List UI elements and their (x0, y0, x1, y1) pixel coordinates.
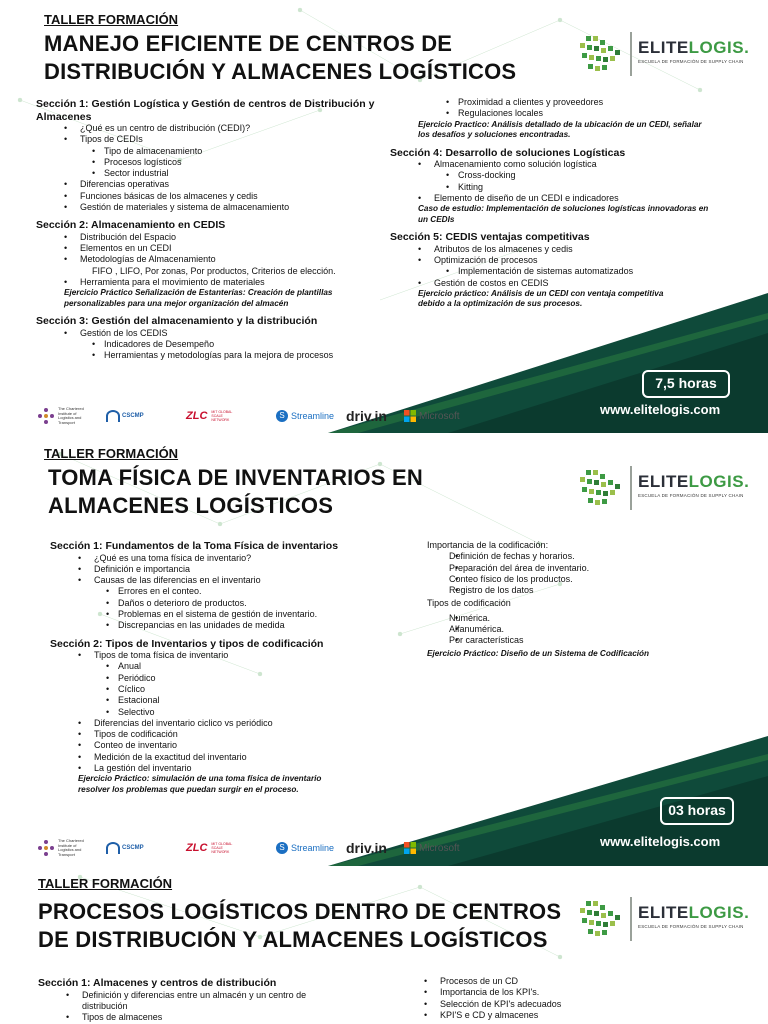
list-item: • Diferencias operativas (36, 179, 376, 190)
list-item: • Elemento de diseño de un CEDI e indicadores (390, 193, 710, 204)
section-title: Sección 1: Fundamentos de la Toma Física de inventarios (50, 540, 339, 552)
list-item: • Cíclico (50, 684, 390, 695)
microsoft-logo: Microsoft (404, 403, 474, 429)
exercise-note: Caso de estudio: Implementación de soluciones logísticas innovadoras en un CEDIs (418, 204, 709, 224)
page-title (38, 898, 561, 954)
list-item: • Daños o deterioro de productos. (50, 598, 390, 609)
list-item: • Tipos de codificación (50, 729, 390, 740)
brand-name: ELITELOGIS. (638, 472, 750, 491)
list-item: • Metodologías de Almacenamiento (36, 254, 376, 265)
section-title: Sección 1: Gestión Logística y Gestión de centros de Distribución y Almacenes (36, 98, 375, 123)
course-flyer-cedis (0, 0, 768, 433)
list-text: FIFO , LIFO, Por zonas, Por productos, Criterios de elección. (92, 265, 336, 276)
logo-divider (630, 32, 632, 76)
cscmp-icon (106, 842, 120, 854)
list-item: • Numérica. (427, 613, 727, 624)
brand-name: ELITELOGIS. (638, 38, 750, 57)
section-list (427, 613, 727, 647)
exercise-note: Ejercicio Práctico Señalización de Estanterías: Creación de plantillas personalizables para una mejor organización del almacén (64, 288, 333, 308)
list-item: • Por características (427, 635, 727, 646)
brand-tagline: ESCUELA DE FORMACIÓN DE SUPPLY CHAIN (638, 59, 744, 64)
section-list (390, 159, 710, 204)
list-item: • Distribución del Espacio (36, 232, 376, 243)
list-item: • Regulaciones locales (390, 108, 710, 119)
exercise-note: Ejercicio práctico: Análisis de un CEDI con ventaja competitiva debido a la optimización de sus procesos. (418, 288, 664, 309)
section-title: Sección 3: Gestión del almacenamiento y la distribución (36, 315, 318, 328)
list-item: • Gestión de los CEDIS (36, 328, 376, 339)
elitelogis-logo (578, 464, 750, 514)
right-column (427, 540, 727, 659)
title-line-2: DE DISTRIBUCIÓN Y ALMACENES LOGÍSTICOS (38, 927, 548, 952)
list-item: • Periódico (50, 673, 390, 684)
exercise-note: Ejercicio Práctico: simulación de una toma física de inventario resolver los problemas que puedan surgir en el proceso. (78, 774, 322, 794)
list-item: • Definición de fechas y horarios. (427, 551, 727, 562)
list-item: • Procesos de un CD (396, 976, 696, 987)
section-title: Sección 4: Desarrollo de soluciones Logísticas (390, 146, 626, 159)
page-title (44, 30, 516, 86)
drivin-logo: driv.in (346, 840, 387, 856)
ciolt-logo: The Chartered Institute of Logistics and Transport (36, 403, 96, 429)
cube-logo-icon (578, 34, 624, 76)
website-link[interactable]: www.elitelogis.com (600, 402, 721, 417)
website-link[interactable]: www.elitelogis.com (600, 834, 721, 849)
list-item: • Herramientas y metodologías para la mejora de procesos (36, 350, 376, 361)
course-flyer-procesos (0, 867, 768, 1024)
list-item: • Proximidad a clientes y proveedores (390, 97, 710, 108)
kicker-label: TALLER FORMACIÓN (38, 876, 173, 891)
list-item: • Herramienta para el movimiento de materiales (36, 277, 376, 288)
duration-badge: 7,5 horas (642, 370, 730, 398)
list-item: • Errores en el conteo. (50, 586, 390, 597)
brand-tagline: ESCUELA DE FORMACIÓN DE SUPPLY CHAIN (638, 924, 744, 929)
title-line-2: ALMACENES LOGÍSTICOS (48, 493, 334, 518)
cube-logo-icon (578, 899, 624, 941)
list-item: • Estacional (50, 695, 390, 706)
microsoft-logo: Microsoft (404, 835, 474, 861)
section-list (427, 551, 727, 596)
section-title: Sección 2: Tipos de Inventarios y tipos de codificación (50, 637, 324, 650)
list-item: • La gestión del inventario (50, 763, 390, 774)
list-item: • Atributos de los almacenes y cedis (390, 244, 710, 255)
duration-badge: 03 horas (660, 797, 734, 825)
list-item: • Procesos logísticos (36, 157, 376, 168)
list-item: • Almacenamiento como solución logística (390, 159, 710, 170)
left-column (36, 98, 376, 362)
list-item: • Definición y diferencias entre un almacén y un centro de distribución (38, 990, 358, 1013)
section-list (36, 328, 376, 362)
page-title (48, 464, 423, 520)
partner-logos (36, 403, 476, 429)
title-line-1: PROCESOS LOGÍSTICOS DENTRO DE CENTROS (38, 899, 562, 924)
cscmp-logo: CSCMP (106, 835, 166, 861)
list-item: • Tipos de CEDIs (36, 134, 376, 145)
list-item: • Problemas en el sistema de gestión de inventario. (50, 609, 390, 620)
list-item: • Discrepancias en las unidades de medida (50, 620, 390, 631)
list-item: • Registro de los datos (427, 585, 727, 596)
list-item: • Importancia de los KPI's. (396, 987, 696, 998)
section-list (36, 123, 376, 213)
subheading: Tipos de codificación (427, 598, 511, 609)
list-item: • Indicadores de Desempeño (36, 339, 376, 350)
list-item: • Conteo de inventario (50, 740, 390, 751)
subheading: Importancia de la codificación: (427, 540, 549, 550)
list-item: • Diferencias del inventario ciclico vs periódico (50, 718, 390, 729)
drivin-logo: driv.in (346, 408, 387, 424)
list-item: • Definición e importancia (50, 564, 390, 575)
title-line-2: DISTRIBUCIÓN Y ALMACENES LOGÍSTICOS (44, 59, 517, 84)
section-title: Sección 5: CEDIS ventajas competitivas (390, 231, 590, 244)
brand-name: ELITELOGIS. (638, 903, 750, 922)
right-column (390, 97, 710, 310)
title-line-1: MANEJO EFICIENTE DE CENTROS DE (44, 31, 453, 56)
partner-logos (36, 835, 476, 861)
list-item: • Gestión de materiales y sistema de almacenamiento (36, 202, 376, 213)
section-list (36, 232, 376, 288)
list-item: • Implementación de sistemas automatizados (390, 266, 710, 277)
section-list (396, 976, 696, 1021)
section-list (390, 97, 710, 120)
list-item: • Preparación del área de inventario. (427, 563, 727, 574)
zlc-logo: ZLC MIT GLOBAL SCALE NETWORK (186, 842, 233, 854)
elitelogis-logo (578, 895, 750, 945)
kicker-label: TALLER FORMACIÓN (44, 12, 179, 27)
list-item: • Gestión de costos en CEDIS (390, 278, 710, 289)
list-item: • Tipos de toma física de inventario (50, 650, 390, 661)
zlc-logo: ZLC MIT GLOBAL SCALE NETWORK (186, 410, 233, 422)
section-list (390, 244, 710, 289)
microsoft-icon (404, 842, 416, 854)
streamline-logo: S Streamline (276, 403, 336, 429)
elitelogis-logo (578, 30, 750, 80)
list-item: • Tipo de almacenamiento (36, 146, 376, 157)
course-flyer-inventario (0, 434, 768, 866)
cscmp-icon (106, 410, 120, 422)
list-item: • Funciones básicas de los almacenes y cedis (36, 191, 376, 202)
list-item: • ¿Qué es una toma física de inventario? (50, 553, 390, 564)
section-list (50, 553, 390, 632)
cube-logo-icon (578, 468, 624, 510)
list-item: • Tipos de almacenes (38, 1012, 358, 1023)
list-item: • Elementos en un CEDI (36, 243, 376, 254)
list-item: • Alfanumérica. (427, 624, 727, 635)
list-item: • Medición de la exactitud del inventario (50, 752, 390, 763)
list-item: • KPI'S e CD y almacenes (396, 1010, 696, 1021)
list-item: • Selección de KPI's adecuados (396, 999, 696, 1010)
list-item: • Kitting (390, 182, 710, 193)
section-title: Sección 1: Almacenes y centros de distribución (38, 977, 277, 989)
right-column (396, 976, 696, 1021)
streamline-icon: S (276, 410, 288, 422)
streamline-icon: S (276, 842, 288, 854)
list-item: • ¿Qué es un centro de distribución (CEDI)? (36, 123, 376, 134)
ciolt-icon (36, 838, 56, 858)
cscmp-logo: CSCMP (106, 403, 166, 429)
list-item: • Conteo físico de los productos. (427, 574, 727, 585)
streamline-logo: S Streamline (276, 835, 336, 861)
ciolt-logo: The Chartered Institute of Logistics and Transport (36, 835, 96, 861)
exercise-note: Ejercicio Practico: Análisis detallado de la ubicación de un CEDI, señalar los desafíos y soluciones encontradas. (418, 119, 702, 140)
list-item: • Causas de las diferencias en el inventario (50, 575, 390, 586)
ciolt-icon (36, 406, 56, 426)
brand-tagline: ESCUELA DE FORMACIÓN DE SUPPLY CHAIN (638, 493, 744, 498)
section-title: Sección 2: Almacenamiento en CEDIS (36, 219, 226, 232)
list-item: • Sector industrial (36, 168, 376, 179)
logo-divider (630, 466, 632, 510)
list-item: • Cross-docking (390, 170, 710, 181)
title-line-1: TOMA FÍSICA DE INVENTARIOS EN (48, 465, 423, 490)
exercise-note: Ejercicio Práctico: Diseño de un Sistema de Codificación (427, 648, 650, 658)
list-item: • Selectivo (50, 707, 390, 718)
list-item: • Anual (50, 661, 390, 672)
list-item: • Optimización de procesos (390, 255, 710, 266)
kicker-label: TALLER FORMACIÓN (44, 446, 179, 461)
microsoft-icon (404, 410, 416, 422)
section-list (38, 990, 358, 1024)
left-column (38, 977, 358, 1023)
logo-divider (630, 897, 632, 941)
